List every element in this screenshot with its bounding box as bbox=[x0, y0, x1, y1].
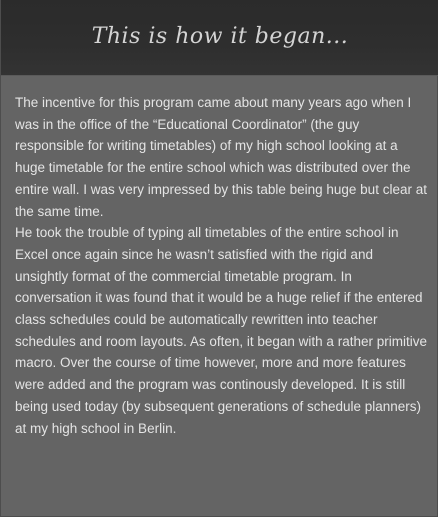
story-paragraph-2: He took the trouble of typing all timetables of the entire school in Excel once again since he wasn’t satisfied with the rigid and unsightly format of the commercial timetable program. In conversation it was found that it would be a huge relief if the entered class schedules could be automatically rewritten into teacher schedules and room layouts. As often, it began with a rather primitive macro. Over the course of time however, more and more features were added and the program was continously developed. It is still being used today (by subsequent generations of schedule planners) at my high school in Berlin. bbox=[15, 225, 427, 436]
panel-title: This is how it began... bbox=[91, 24, 349, 49]
panel-header bbox=[1, 0, 438, 76]
story-paragraph-1: The incentive for this program came about many years ago when I was in the office of the “Educational Coordinator” (the guy responsible for writing timetables) of my high school looking at a huge timetable for the entire school which was distributed over the entire wall. I was very impressed by this table being huge but clear at the same time. bbox=[15, 95, 427, 219]
story-text bbox=[15, 92, 427, 439]
